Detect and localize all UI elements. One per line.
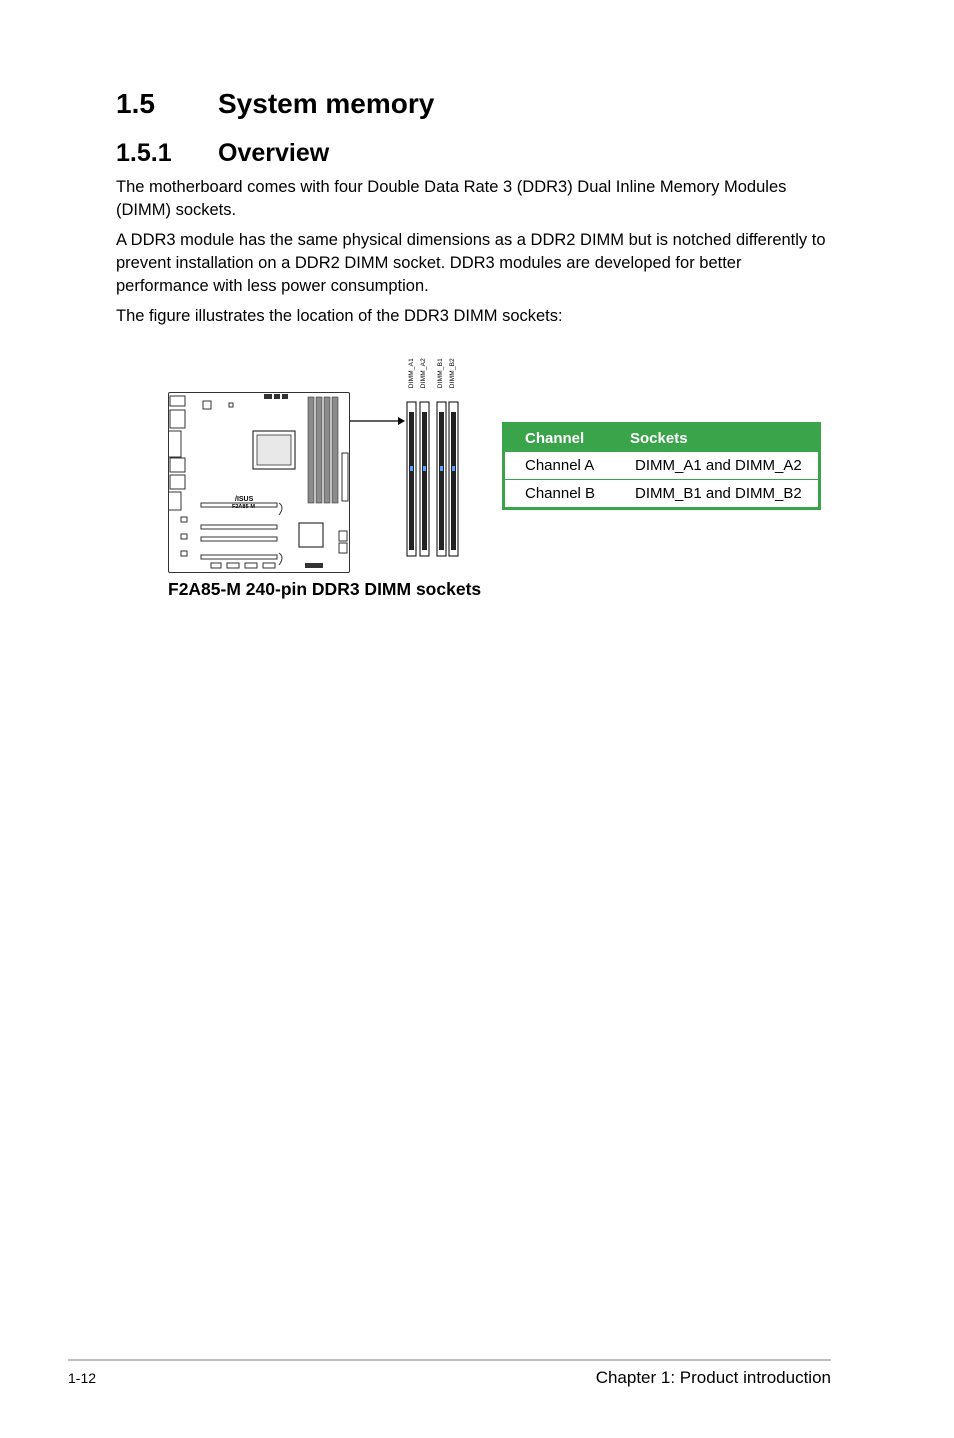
cell-channel: Channel A: [525, 457, 595, 474]
dimm-label-b1: DIMM_B1: [437, 358, 444, 389]
header-sockets: Sockets: [630, 429, 688, 447]
dimm-slot-a2: [420, 402, 429, 556]
motherboard-diagram: [168, 392, 350, 573]
cell-sockets: DIMM_A1 and DIMM_A2: [635, 457, 802, 474]
pointer-arrow: [350, 412, 406, 432]
header-channel: Channel: [525, 429, 585, 447]
cell-sockets: DIMM_B1 and DIMM_B2: [635, 485, 802, 502]
paragraph-intro: The motherboard comes with four Double Data Rate 3 (DDR3) Dual Inline Memory Modules (DIMM) sockets.: [116, 178, 787, 219]
paragraph-figure-intro: The figure illustrates the location of the DDR3 DIMM sockets:: [116, 307, 563, 325]
table-row: [505, 451, 818, 479]
section-title: System memory: [218, 88, 435, 119]
dimm-slot-b1: [437, 402, 446, 556]
table-row: [505, 479, 818, 507]
dimm-label-a2: DIMM_A2: [420, 358, 427, 389]
page-number: 1-12: [68, 1370, 97, 1386]
dimm-slot-a1: [407, 402, 416, 556]
subsection-number: 1.5.1: [116, 139, 172, 167]
motherboard-drawing: [169, 393, 349, 572]
chapter-title: Chapter 1: Product introduction: [595, 1368, 831, 1387]
cell-channel: Channel B: [525, 485, 596, 502]
figure-caption: F2A85-M 240-pin DDR3 DIMM sockets: [168, 579, 482, 599]
table-header-row: [505, 425, 818, 451]
paragraph-ddr3: A DDR3 module has the same physical dimensions as a DDR2 DIMM but is notched differently to prevent installation on a DDR2 DIMM socket. DDR3 modules are developed for better performance with less power consumption.: [116, 231, 826, 295]
subsection-heading: [116, 139, 329, 168]
channel-table: [502, 422, 821, 510]
section-heading: [116, 88, 434, 120]
board-model-label: F2A85-M: [232, 504, 255, 510]
dimm-label-a1: DIMM_A1: [408, 358, 415, 389]
dimm-slot-b2: [449, 402, 458, 556]
section-number: 1.5: [116, 88, 155, 119]
dimm-label-b2: DIMM_B2: [449, 358, 456, 389]
footer-divider: [68, 1359, 831, 1361]
board-brand-logo: /ISUS: [235, 496, 254, 503]
subsection-title: Overview: [218, 139, 330, 167]
dimm-slots-enlarged: [404, 400, 464, 560]
